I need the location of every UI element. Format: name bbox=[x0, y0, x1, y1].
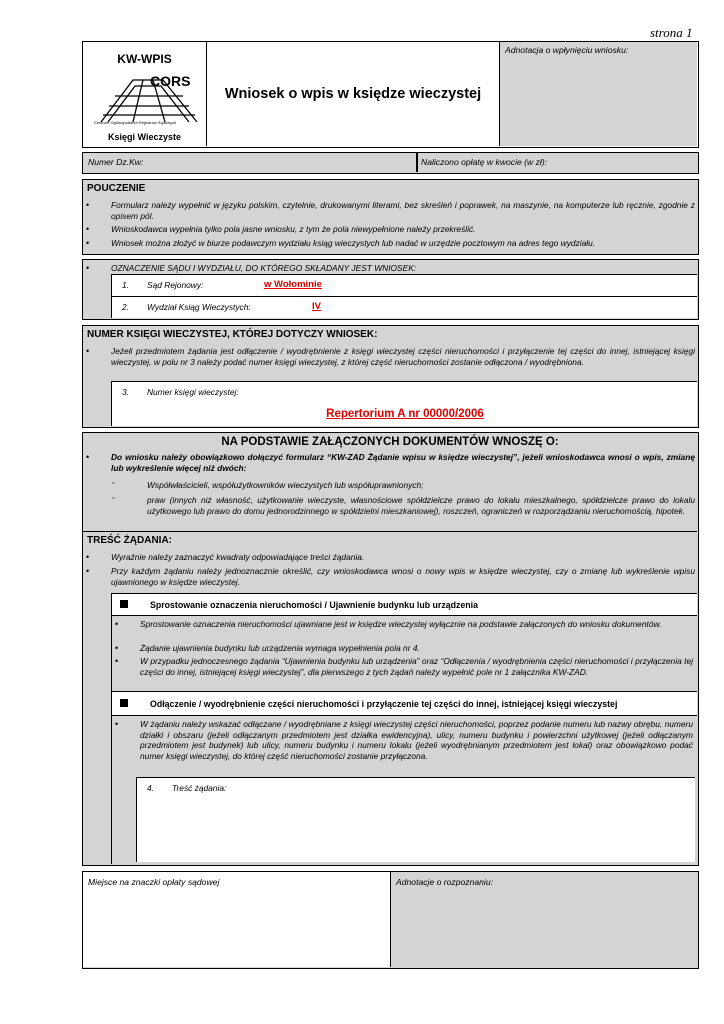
cors-logo-icon bbox=[93, 72, 199, 126]
form-title: Wniosek o wpis w księdze wieczystej bbox=[224, 86, 482, 102]
fee-label: Naliczono opłatę w kwocie (w zł): bbox=[421, 157, 548, 167]
decision-label: Adnotacje o rozpoznaniu: bbox=[396, 877, 493, 887]
option-1-checkbox-icon[interactable] bbox=[120, 600, 128, 608]
stamps-box bbox=[83, 872, 391, 967]
pouczenie-title: POUCZENIE bbox=[87, 183, 146, 194]
square-bullet-icon: ▫ bbox=[112, 495, 115, 502]
documents-note: Do wniosku należy obowiązkowo dołączyć formularz “KW-ZAD Żądanie wpisu w księdze wieczystej”, jeżeli wnioskodawca wnosi o wpis, zmianę lub wykreślenie więcej niż dwóch: bbox=[111, 452, 695, 473]
page-number: strona 1 bbox=[650, 25, 693, 40]
department-field-row[interactable] bbox=[111, 296, 697, 318]
option-2-label: Odłączenie / wyodrębnienie części nieruchomości i przyłączenie tej części do innej, istniejącej księgi wieczystej bbox=[150, 699, 618, 709]
kw-number-title: NUMER KSIĘGI WIECZYSTEJ, KTÓREJ DOTYCZY WNIOSEK: bbox=[87, 329, 378, 340]
logo-subtitle: Księgi Wieczyste bbox=[108, 132, 181, 142]
divider bbox=[416, 153, 418, 172]
logo-word: CORS bbox=[150, 73, 191, 89]
field-label: Treść żądania: bbox=[172, 783, 227, 793]
field-label: Sąd Rejonowy: bbox=[147, 280, 204, 290]
option-2-details bbox=[111, 715, 697, 864]
option-2-checkbox-icon[interactable] bbox=[120, 699, 128, 707]
tresc-item: Wyraźnie należy zaznaczyć kwadraty odpowiadające treści żądania. bbox=[111, 552, 365, 562]
tresc-title: TREŚĆ ŻĄDANIA: bbox=[87, 535, 172, 546]
option-1-label: Sprostowanie oznaczenia nieruchomości / Ujawnienie budynku lub urządzenia bbox=[150, 600, 478, 610]
tresc-item: Przy każdym żądaniu należy jednoznacznie określić, czy wnioskodawca wnosi o nowy wpis w księdze wieczystej, czy o zmianę lub wykreślenie wpisu ujawnionego w księdze wieczystej. bbox=[111, 566, 695, 587]
documents-sub-item: Współwłaścicieli, współużytkowników wieczystych lub współuprawnionych; bbox=[147, 480, 424, 490]
pouczenie-section bbox=[82, 179, 699, 255]
field-number: 1. bbox=[122, 280, 129, 290]
square-bullet-icon: ▫ bbox=[112, 480, 115, 487]
department-value: IV bbox=[312, 301, 321, 312]
annotation-box bbox=[499, 42, 697, 146]
request-content-field[interactable] bbox=[136, 777, 695, 862]
bullet-icon: • bbox=[86, 346, 90, 356]
header-block bbox=[82, 41, 699, 148]
option-1-note: W przypadku jednoczesnego żądania “Ujawnienia budynku lub urządzenia” oraz “Odłączenia / wyodrębnienia części nieruchomości i przyłączenia tej części do innej, istniejącej księgi wieczystej”, dla pierwszego z tych żądań należy wypełnić pole nr 1 załącznika KW-ZAD. bbox=[140, 656, 693, 677]
option-2-row[interactable] bbox=[111, 691, 697, 715]
option-2-note: W żądaniu należy wskazać odłączane / wyodrębniane z księgi wieczystej części nieruchomości, poprzez podanie numeru lub nazwy obrębu, numeru działki i obszaru (jeżeli odłączanym przedmiotem jest działka ewidencyjna), ulicy, numeru budynku i powierzchni użytkowej (jeżeli odłączanym przedmiotem jest budynek) lub ulicy, numeru budynku i numeru lokalu (jeżeli wyodrębnianym przedmiotem jest lokal) oraz obowiązkowo podać numer księgi wieczystej, do której część nieruchomości zostanie przyłączona. bbox=[140, 719, 693, 761]
court-field-row[interactable] bbox=[111, 274, 697, 296]
logo-area bbox=[83, 42, 207, 146]
annotation-label: Adnotacja o wpłynięciu wniosku: bbox=[505, 45, 629, 55]
request-section bbox=[82, 432, 699, 866]
bullet-icon: • bbox=[115, 719, 119, 729]
bullet-icon: • bbox=[86, 224, 90, 234]
pouczenie-item: Wniosek można złożyć w biurze podawczym wydziału ksiąg wieczystych lub nadać w urzędzie pocztowym na adres tego wydziału. bbox=[111, 238, 596, 248]
documents-sub-item: praw (innych niż własność, użytkowanie wieczyste, własnościowe spółdzielcze prawo do lokalu mieszkalnego, spółdzielcze prawo do lokalu użytkowego lub prawo do domu jednorodzinnego w spółdzielni mieszkaniowej), roszczeń, ograniczeń w rozporządzaniu nieruchomością, hipotek. bbox=[147, 495, 695, 516]
pouczenie-item: Formularz należy wypełnić w języku polskim, czytelnie, drukowanymi literami, bez skreśleń i poprawek, na maszynie, na komputerze lub ręcznie, zgodnie z opisem pól. bbox=[111, 200, 695, 221]
option-1-row[interactable] bbox=[111, 593, 697, 615]
bullet-icon: • bbox=[86, 238, 90, 248]
bullet-icon: • bbox=[86, 452, 90, 462]
field-label: Wydział Ksiąg Wieczystych: bbox=[147, 302, 251, 312]
kw-number-value: Repertorium A nr 00000/2006 bbox=[326, 408, 484, 420]
option-1-note: Sprostowanie oznaczenia nieruchomości ujawniane jest w księdze wieczystej wyłącznie na podstawie załączonych do wniosku dokumentów. bbox=[140, 619, 662, 629]
kw-number-note: Jeżeli przedmiotem żądania jest odłączenie / wyodrębnienie z księgi wieczystej części nieruchomości i przyłączenie tej części do innej, istniejącej księgi wieczystej, w polu nr 3 należy podać numer księgi wieczystej, z której część nieruchomości zostanie odłączona / wyodrębniona. bbox=[111, 346, 695, 367]
field-number: 3. bbox=[122, 387, 129, 397]
field-number: 2. bbox=[122, 302, 129, 312]
bullet-icon: • bbox=[86, 263, 90, 273]
pouczenie-item: Wnioskodawca wypełnia tylko pola jasne wniosku, z tym że pola niewypełnione należy przekreślić. bbox=[111, 224, 476, 234]
form-code: KW-WPIS bbox=[117, 52, 172, 66]
field-number: 4. bbox=[147, 783, 154, 793]
kw-number-field[interactable] bbox=[111, 381, 697, 426]
bullet-icon: • bbox=[86, 566, 90, 576]
stamps-label: Miejsce na znaczki opłaty sądowej bbox=[88, 877, 220, 887]
divider bbox=[83, 531, 697, 532]
court-heading: OZNACZENIE SĄDU I WYDZIAŁU, DO KTÓREGO SKŁADANY JEST WNIOSEK: bbox=[111, 263, 417, 273]
dz-kw-label: Numer Dz.Kw: bbox=[88, 157, 144, 167]
court-value: w Wołominie bbox=[264, 279, 322, 290]
option-1-note: Żądanie ujawnienia budynku lub urządzenia wymaga wypełnienia pola nr 4. bbox=[140, 643, 420, 653]
bullet-icon: • bbox=[115, 619, 119, 629]
bullet-icon: • bbox=[115, 656, 119, 666]
meta-row bbox=[82, 152, 699, 174]
footer-section bbox=[82, 871, 699, 969]
bullet-icon: • bbox=[86, 200, 90, 210]
kw-number-section bbox=[82, 325, 699, 428]
field-label: Numer księgi wieczystej: bbox=[147, 387, 239, 397]
logo-caption: Centrum Ogólnopolskich Rejestrów Sądowych bbox=[94, 120, 177, 125]
court-section bbox=[82, 259, 699, 320]
bullet-icon: • bbox=[115, 643, 119, 653]
bullet-icon: • bbox=[86, 552, 90, 562]
documents-title: NA PODSTAWIE ZAŁĄCZONYCH DOKUMENTÓW WNOSZĘ O: bbox=[221, 436, 559, 448]
option-1-notes bbox=[111, 615, 697, 691]
